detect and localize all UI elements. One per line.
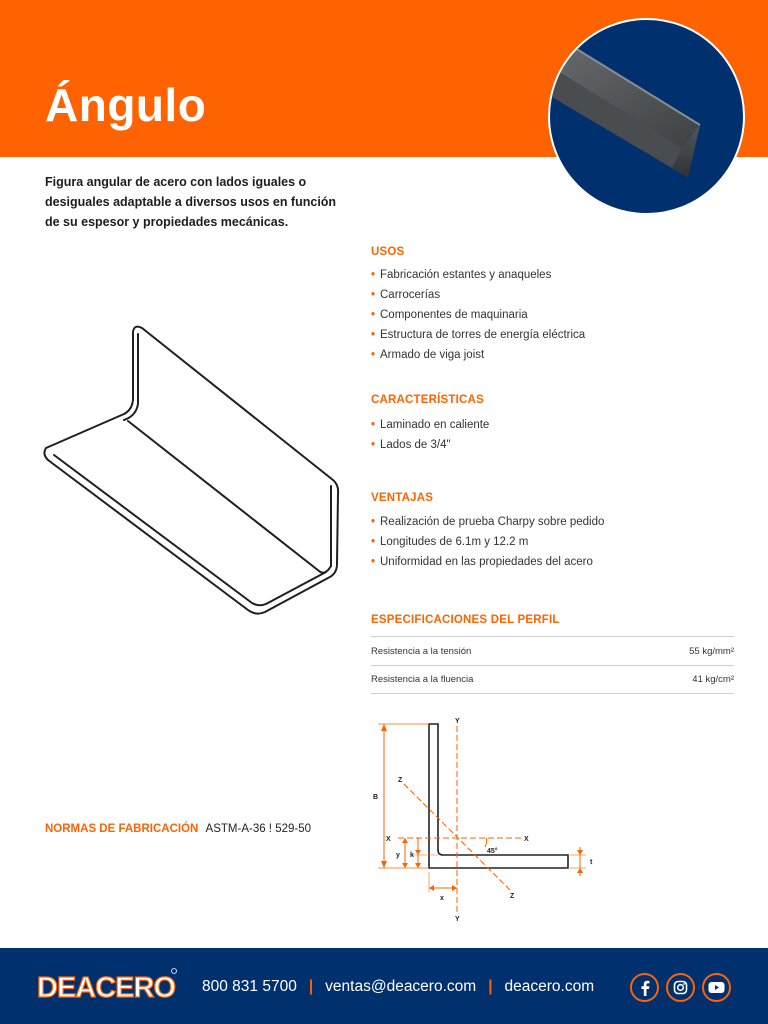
label-x-right: X bbox=[524, 836, 529, 843]
table-row bbox=[371, 665, 734, 694]
list-item: • Longitudes de 6.1m y 12.2 m bbox=[371, 536, 529, 548]
list-item: • Fabricación estantes y anaqueles bbox=[371, 269, 552, 281]
list-item: • Realización de prueba Charpy sobre pedido bbox=[371, 516, 605, 528]
label-y-top: Y bbox=[455, 718, 460, 725]
spec-value: 41 kg/cm² bbox=[692, 674, 734, 685]
list-item: • Carrocerías bbox=[371, 289, 441, 301]
spec-value: 55 kg/mm² bbox=[689, 645, 734, 657]
caracteristicas-title: CARACTERÍSTICAS bbox=[371, 394, 484, 406]
label-y: y bbox=[396, 852, 400, 859]
angle-illustration bbox=[38, 320, 348, 620]
list-item: • Componentes de maquinaria bbox=[371, 309, 528, 321]
ventajas-list bbox=[371, 512, 604, 572]
spec-label: Resistencia a la tensión bbox=[371, 645, 472, 657]
usos-list bbox=[371, 265, 585, 365]
label-t: t bbox=[590, 859, 593, 866]
spec-label: Resistencia a la fluencia bbox=[371, 674, 474, 685]
contact-info bbox=[202, 978, 594, 996]
list-item: • Armado de viga joist bbox=[371, 349, 485, 361]
spec-table bbox=[371, 636, 734, 694]
label-k: k bbox=[410, 852, 414, 859]
separator: | bbox=[488, 978, 493, 995]
page-title: Ángulo bbox=[45, 79, 207, 131]
usos-title: USOS bbox=[371, 246, 405, 258]
product-photo bbox=[548, 18, 745, 215]
label-y-bottom: Y bbox=[455, 916, 460, 923]
facebook-icon[interactable] bbox=[630, 973, 659, 1002]
normas-line bbox=[45, 823, 311, 835]
especificaciones-title: ESPECIFICACIONES DEL PERFIL bbox=[371, 614, 560, 626]
website-link[interactable]: deacero.com bbox=[504, 978, 595, 995]
label-45: 45° bbox=[487, 848, 498, 855]
intro-description: Figura angular de acero con lados iguales o desiguales adaptable a diversos usos en función de su espesor y propiedades mecánicas. bbox=[45, 175, 337, 229]
list-item: • Uniformidad en las propiedades del acero bbox=[371, 556, 593, 568]
youtube-icon[interactable] bbox=[702, 973, 731, 1002]
label-z-bottom: Z bbox=[510, 893, 515, 900]
list-item: • Lados de 3/4" bbox=[371, 439, 451, 451]
label-b: B bbox=[373, 794, 379, 801]
list-item: • Estructura de torres de energía eléctrica bbox=[371, 329, 586, 341]
deacero-logo[interactable] bbox=[36, 966, 178, 1011]
normas-label: NORMAS DE FABRICACIÓN bbox=[45, 823, 199, 835]
ventajas-title: VENTAJAS bbox=[371, 492, 434, 504]
separator: | bbox=[308, 978, 314, 995]
logo-text: DEACERO bbox=[37, 972, 176, 1004]
email-link[interactable]: ventas@deacero.com bbox=[325, 978, 477, 995]
angle-profile-shape bbox=[429, 724, 568, 868]
profile-diagram bbox=[360, 712, 610, 927]
caracteristicas-list bbox=[371, 415, 489, 455]
normas-value: ASTM-A-36 ! 529-50 bbox=[205, 823, 312, 835]
label-x-left: X bbox=[386, 836, 391, 843]
phone-number[interactable]: 800 831 5700 bbox=[202, 978, 297, 995]
table-row bbox=[371, 636, 734, 665]
list-item: • Laminado en caliente bbox=[371, 419, 490, 431]
label-z-top: Z bbox=[398, 777, 403, 784]
instagram-icon[interactable] bbox=[666, 973, 695, 1002]
label-x: x bbox=[440, 895, 444, 902]
